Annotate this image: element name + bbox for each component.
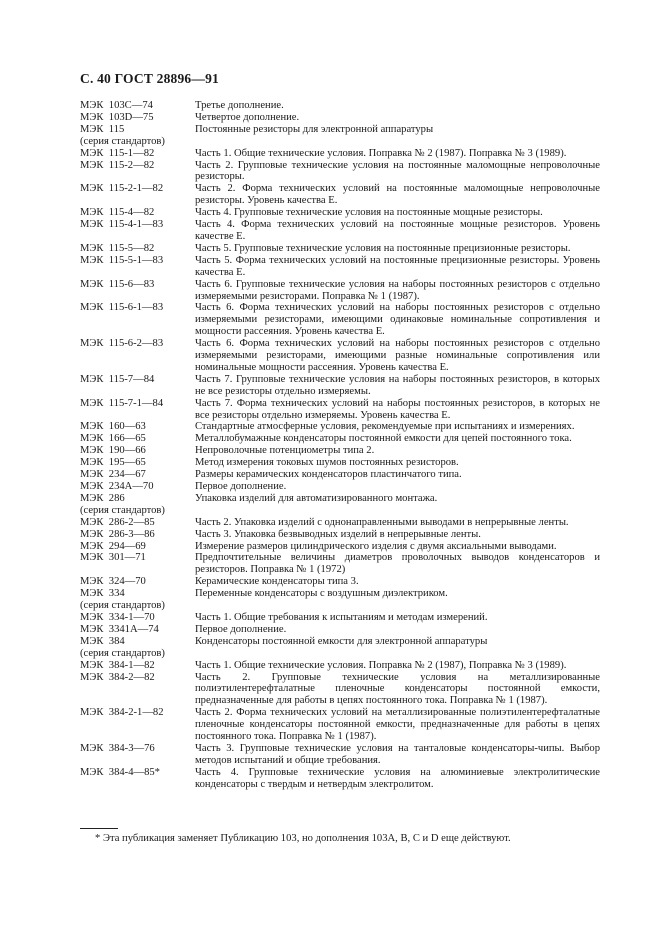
standard-entry [80,433,600,445]
standard-entry [80,767,600,791]
standard-code: МЭК 3341А—74 [80,623,159,635]
standard-code: (серия стандартов) [80,504,165,516]
standard-code: МЭК 160—63 [80,421,146,433]
standard-code: МЭК 286-3—86 [80,528,155,540]
standard-entry [80,374,600,398]
standard-description [195,136,600,148]
standard-description: Упаковка изделий для автоматизированного монтажа. [195,492,438,504]
standard-description: Четвертое дополнение. [195,111,300,123]
standard-code: МЭК 195—65 [80,457,146,469]
standard-entry [80,660,600,672]
standard-code: МЭК 384-4—85* [80,766,160,778]
standard-description: Часть 6. Групповые технические условия на наборы постоянных резисторов с отдельно измеряемыми резисторами. Поправка № 1 (1987). [195,278,600,302]
standard-description: Измерение размеров цилиндрического изделия с двумя аксиальными выводами. [195,540,557,552]
standard-entry [80,148,600,160]
standard-description: Размеры керамических конденсаторов пластинчатого типа. [195,469,462,481]
standard-entry [80,493,600,505]
standard-code: МЭК 115-5-1—83 [80,254,164,266]
standard-code: МЭК 286 [80,492,125,504]
standard-code: МЭК 334-1—70 [80,611,155,623]
standard-entry [80,648,600,660]
standard-entry [80,517,600,529]
standard-description: Третье дополнение. [195,100,284,111]
standard-entry [80,505,600,517]
standard-entry [80,398,600,422]
standard-code: (серия стандартов) [80,600,165,612]
standard-code: МЭК 115 [80,123,125,135]
standard-entry [80,279,600,303]
page-header: С. 40 ГОСТ 28896—91 [80,71,219,86]
standards-list [80,100,600,791]
standard-code: МЭК 115-6-1—83 [80,302,164,314]
standard-entry [80,636,600,648]
standard-description: Часть 6. Форма технических условий на наборы постоянных резисторов с отдельно измеряемыми резисторами, имеющими разные номинальные сопротивления или номинальные мощности рассеяния. Уровень качества Е. [195,338,600,373]
standard-entry [80,100,600,112]
standard-code: МЭК 384-1—82 [80,659,155,671]
standard-code: МЭК 115-7-1—84 [80,397,164,409]
footnote: * Эта публикация заменяет Публикацию 103, но дополнения 103А, В, С и D еще действуют. [95,833,511,844]
standard-description: Часть 2. Форма технических условий на металлизированные полиэтилентерефталатные пленочные конденсаторы постоянной емкости, предназначенные для работы в цепях постоянного тока. Поправка № 1 (1987). [195,707,600,743]
standard-code: МЭК 234—67 [80,469,146,481]
standard-entry [80,707,600,743]
standard-code: МЭК 166—65 [80,433,146,445]
standard-code: МЭК 334 [80,588,125,600]
standard-code: МЭК 384 [80,635,125,647]
standard-code: МЭК 190—66 [80,445,146,457]
standard-entry [80,445,600,457]
standard-description: Часть 7. Форма технических условий на наборы постоянных резисторов, в которых не все резисторы отдельно измеряемы. Уровень качества Е. [195,397,600,421]
standard-description: Метод измерения токовых шумов постоянных резисторов. [195,457,459,469]
standard-description: Часть 6. Форма технических условий на наборы постоянных резисторов с отдельно измеряемыми резисторами, имеющими одинаковые номинальные сопротивления и мощности рассеяния. Уровень качества Е. [195,302,600,338]
standard-entry [80,481,600,493]
standard-entry [80,552,600,576]
standard-description: Часть 2. Форма технических условий на постоянные маломощные непроволочные резисторы. Уровень качества Е. [195,183,600,207]
standard-description: Конденсаторы постоянной емкости для электронной аппаратуры [195,635,488,647]
standard-description: Часть 4. Групповые технические условия на алюминиевые электролитические конденсаторы с твердым и нетвердым электролитом. [195,766,600,790]
standard-description: Часть 4. Форма технических условий на постоянные мощные резисторов. Уровень качестве Е. [195,219,600,242]
standard-entry [80,255,600,279]
standard-code: МЭК 115-6—83 [80,278,155,290]
standard-description: Часть 5. Форма технических условий на постоянные прецизионные резисторы. Уровень качества Е. [195,254,600,278]
standard-code: МЭК 115-4—82 [80,207,155,219]
standard-code: МЭК 115-5—82 [80,242,155,254]
standard-entry [80,588,600,600]
standard-entry [80,136,600,148]
standard-entry [80,541,600,553]
standard-code: МЭК 115-1—82 [80,147,155,159]
standard-entry [80,243,600,255]
standard-entry [80,576,600,588]
standard-description [195,600,600,612]
standard-code: МЭК 301—71 [80,552,146,564]
standard-entry [80,672,600,708]
standard-description: Керамические конденсаторы типа 3. [195,576,359,588]
standard-code: МЭК 115-2—82 [80,159,155,171]
standard-entry [80,302,600,338]
standard-code: МЭК 294—69 [80,540,146,552]
standard-entry [80,624,600,636]
standard-description: Часть 2. Групповые технические условия на постоянные маломощные непроволочные резисторы. [195,159,600,183]
standard-description: Часть 2. Упаковка изделий с однонаправленными выводами в непрерывные ленты. [195,516,569,528]
standard-entry [80,469,600,481]
standard-entry [80,421,600,433]
standard-entry [80,529,600,541]
standard-code: МЭК 384-3—76 [80,742,155,754]
standard-entry [80,600,600,612]
standard-entry [80,219,600,243]
standard-description: Предпочтительные величины диаметров проволочных выводов конденсаторов и резисторов. Поправка № 1 (1972) [195,552,600,576]
standard-code: МЭК 234А—70 [80,481,154,492]
standard-code: МЭК 286-2—85 [80,516,155,528]
standard-description: Непроволочные потенциометры типа 2. [195,445,375,457]
standard-entry [80,612,600,624]
standard-code: МЭК 115-7—84 [80,373,155,385]
standard-code: (серия стандартов) [80,647,165,659]
standard-code: МЭК 115-2-1—82 [80,183,164,195]
standard-description: Часть 2. Групповые технические условия на металлизированные полиэтилентерефталатные пленочные конденсаторы постоянной емкости, предназначенные для работы в цепях постоянного тока. Поправка № 1 (1987). [195,671,600,707]
standard-description: Первое дополнение. [195,481,287,492]
standard-entry [80,112,600,124]
standard-code: МЭК 324—70 [80,576,146,588]
standard-description: Часть 4. Групповые технические условия на постоянные мощные резисторы. [195,207,543,219]
standard-description: Часть 1. Общие технические условия. Поправка № 2 (1987), Поправка № 3 (1989). [195,659,567,671]
standard-description: Часть 3. Упаковка безвыводных изделий в непрерывные ленты. [195,528,481,540]
standard-description: Переменные конденсаторы с воздушным диэлектриком. [195,588,448,600]
standard-description: Постоянные резисторы для электронной аппаратуры [195,123,434,135]
standard-code: МЭК 103D—75 [80,111,154,123]
standard-entry [80,743,600,767]
standard-description [195,648,600,660]
standard-description: Часть 1. Общие технические условия. Поправка № 2 (1987). Поправка № 3 (1989). [195,147,567,159]
standard-code: МЭК 384-2-1—82 [80,707,164,719]
standard-entry [80,457,600,469]
standard-entry [80,207,600,219]
standard-entry [80,338,600,374]
footnote-divider [80,828,118,829]
standard-entry [80,124,600,136]
standard-description: Часть 3. Групповые технические условия на танталовые конденсаторы-чипы. Выбор методов испытаний и общие требования. [195,742,600,766]
standard-description: Часть 1. Общие требования к испытаниям и методам измерений. [195,611,488,623]
standard-code: МЭК 384-2—82 [80,671,155,683]
standard-description: Стандартные атмосферные условия, рекомендуемые при испытаниях и измерениях. [195,421,575,433]
standard-code: МЭК 115-4-1—83 [80,219,164,231]
standard-description: Первое дополнение. [195,623,287,635]
standard-description: Часть 5. Групповые технические условия на постоянные прецизионные резисторы. [195,242,571,254]
standard-code: (серия стандартов) [80,135,165,147]
standard-code: МЭК 115-6-2—83 [80,338,164,350]
standard-entry [80,183,600,207]
standard-code: МЭК 103С—74 [80,100,153,111]
standard-description: Часть 7. Групповые технические условия на наборы постоянных резисторов, в которых не все резисторы отдельно измеряемы. [195,373,600,397]
standard-description [195,505,600,517]
standard-entry [80,160,600,184]
standard-description: Металлобумажные конденсаторы постоянной емкости для цепей постоянного тока. [195,433,572,445]
